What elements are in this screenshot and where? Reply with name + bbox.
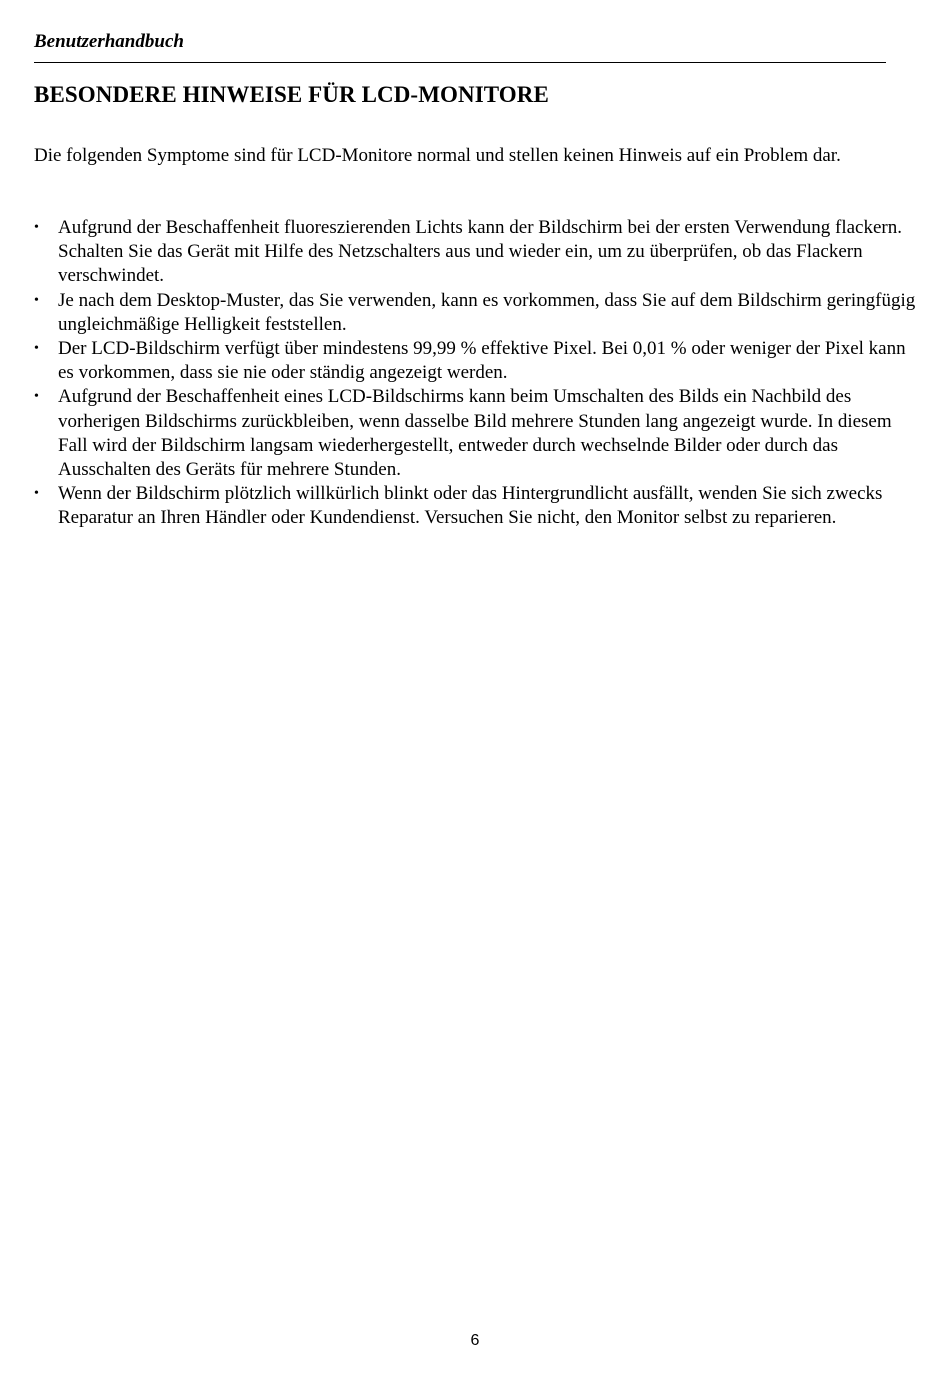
section-title: BESONDERE HINWEISE FÜR LCD-MONITORE xyxy=(34,82,549,107)
bullet-icon: • xyxy=(34,220,39,235)
bullet-icon: • xyxy=(34,486,39,502)
list-item-text: Aufgrund der Beschaffenheit fluoreszierenden Lichts kann der Bildschirm bei der ersten Verwendung flackern. Schalten Sie das Gerät mit Hilfe des Netzschalters aus und wieder ein, um zu überprüfen, ob das Flackern verschwindet. xyxy=(58,217,902,287)
list-item-text: Je nach dem Desktop-Muster, das Sie verwenden, kann es vorkommen, dass Sie auf dem Bildschirm geringfügig ungleichmäßige Helligkeit feststellen. xyxy=(58,289,916,335)
list-item-text: Der LCD-Bildschirm verfügt über mindestens 99,99 % effektive Pixel. Bei 0,01 % oder weniger der Pixel kann es vorkommen, dass sie nie oder ständig angezeigt werden. xyxy=(58,338,906,384)
symptom-list xyxy=(34,216,918,531)
bullet-icon: • xyxy=(34,292,39,308)
page-header xyxy=(34,30,886,63)
list-item xyxy=(34,216,918,289)
list-item xyxy=(34,385,918,482)
list-item-text: Wenn der Bildschirm plötzlich willkürlich blinkt oder das Hintergrundlicht ausfällt, wenden Sie sich zwecks Reparatur an Ihren Händler oder Kundendienst. Versuchen Sie nicht, den Monitor selbst zu reparieren. xyxy=(58,483,883,529)
page-number: 6 xyxy=(470,1332,480,1349)
header-title: Benutzerhandbuch xyxy=(34,31,184,52)
bullet-icon: • xyxy=(34,389,39,405)
list-item-text: Aufgrund der Beschaffenheit eines LCD-Bildschirms kann beim Umschalten des Bilds ein Nachbild des vorherigen Bildschirms zurückbleiben, wenn dasselbe Bild mehrere Stunden lang angezeigt wurde. In diesem Fall wird der Bildschirm langsam wiederhergestellt, entweder durch wechselnde Bilder oder durch das Ausschalten des Geräts für mehrere Stunden. xyxy=(58,386,892,481)
list-item xyxy=(34,482,918,530)
bullet-icon: • xyxy=(34,341,39,357)
intro-paragraph: Die folgenden Symptome sind für LCD-Monitore normal und stellen keinen Hinweis auf ein Problem dar. xyxy=(34,145,841,166)
list-item xyxy=(34,289,918,337)
list-item xyxy=(34,337,918,385)
